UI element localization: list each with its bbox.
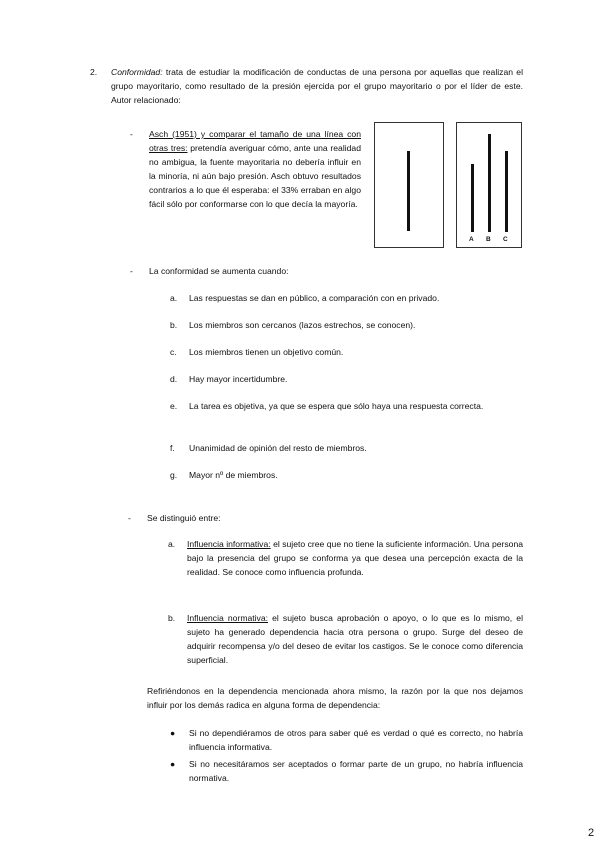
asch-bullet: - bbox=[130, 129, 133, 139]
distinction-heading: Se distinguió entre: bbox=[147, 513, 221, 523]
list-item-marker: g. bbox=[170, 470, 178, 480]
asch-title: Asch (1951) y comparar el tamaño de una línea con otras tres: bbox=[149, 129, 361, 153]
asch-paragraph bbox=[149, 127, 361, 211]
increase-bullet: - bbox=[130, 266, 133, 276]
increase-heading: La conformidad se aumenta cuando: bbox=[149, 266, 289, 276]
asch-text: pretendía averiguar cómo, ante una realidad no ambigua, la fuente mayoritaria no debería influir en la minoría, ni aún bajo presión. Asch obtuvo resultados contrarios a lo que él esperaba: el 33% erraban en algo fácil sólo por conformarse con lo que decía la mayoría. bbox=[149, 143, 361, 209]
dependency-bullet: Si no necesitáramos ser aceptados o formar parte de un grupo, no habría influencia normativa. bbox=[189, 759, 523, 783]
dependency-paragraph: Refiriéndonos en la dependencia mencionada ahora mismo, la razón por la que nos dejamos influir por los demás radica en alguna forma de dependencia: bbox=[147, 686, 523, 710]
section-term: Conformidad: bbox=[111, 67, 163, 77]
page-number: 2 bbox=[588, 827, 595, 839]
list-item-marker: a. bbox=[170, 293, 178, 303]
influence-informativa-text: el sujeto cree que no tiene la suficiente información. Una persona bajo la presencia del grupo se conforma ya que desea una percepción exacta de la realidad. Se conoce como influencia profunda. bbox=[187, 539, 524, 577]
influence-normativa bbox=[187, 611, 523, 667]
label-b: B bbox=[486, 236, 491, 243]
section-intro-text: trata de estudiar la modificación de conductas de una persona por aquellas que realizan el grupo mayoritario, como resultado de la presión ejercida por el grupo mayoritario o por el líder de este. Autor relacionado: bbox=[111, 67, 523, 105]
dependency-bullet: Si no dependiéramos de otros para saber qué es verdad o qué es correcto, no habría influencia informativa. bbox=[189, 728, 523, 752]
influence-normativa-text: el sujeto busca aprobación o apoyo, o lo que es lo mismo, el sujeto ha generado dependencia hacia otra persona o grupo. Surge del deseo de adquirir recompensa y/o del deseo de evitar los castigos. Se le conoce como diferencia superficial. bbox=[187, 613, 523, 665]
list-item: Las respuestas se dan en público, a comparación con en privado. bbox=[189, 293, 440, 303]
bullet-dot: ● bbox=[170, 728, 176, 738]
section-intro bbox=[111, 65, 523, 107]
asch-standard-line-card bbox=[374, 122, 444, 248]
list-item-marker: d. bbox=[170, 374, 178, 384]
list-item-marker: e. bbox=[170, 401, 178, 411]
label-c: C bbox=[503, 236, 508, 243]
list-item-marker: b. bbox=[170, 320, 178, 330]
standard-line bbox=[407, 151, 410, 231]
section-number: 2. bbox=[90, 67, 98, 77]
list-item-marker: c. bbox=[170, 347, 177, 357]
comparison-line-a bbox=[471, 164, 474, 232]
influence-marker: a. bbox=[168, 539, 176, 549]
list-item: Los miembros tienen un objetivo común. bbox=[189, 347, 344, 357]
influence-marker: b. bbox=[168, 613, 176, 623]
list-item: Unanimidad de opinión del resto de miembros. bbox=[189, 443, 367, 453]
comparison-line-c bbox=[505, 151, 508, 232]
bullet-dot: ● bbox=[170, 759, 176, 769]
distinction-bullet: - bbox=[128, 513, 131, 523]
list-item-marker: f. bbox=[170, 443, 175, 453]
comparison-line-b bbox=[488, 134, 491, 232]
influence-informativa-term: Influencia informativa: bbox=[187, 539, 271, 549]
influence-informativa bbox=[187, 537, 523, 579]
list-item: Hay mayor incertidumbre. bbox=[189, 374, 288, 384]
label-a: A bbox=[469, 236, 474, 243]
list-item: Mayor nº de miembros. bbox=[189, 470, 278, 480]
list-item: La tarea es objetiva, ya que se espera que sólo haya una respuesta correcta. bbox=[189, 401, 484, 411]
influence-normativa-term: Influencia normativa: bbox=[187, 613, 269, 623]
asch-comparison-lines-card bbox=[456, 122, 522, 248]
list-item: Los miembros son cercanos (lazos estrechos, se conocen). bbox=[189, 320, 416, 330]
